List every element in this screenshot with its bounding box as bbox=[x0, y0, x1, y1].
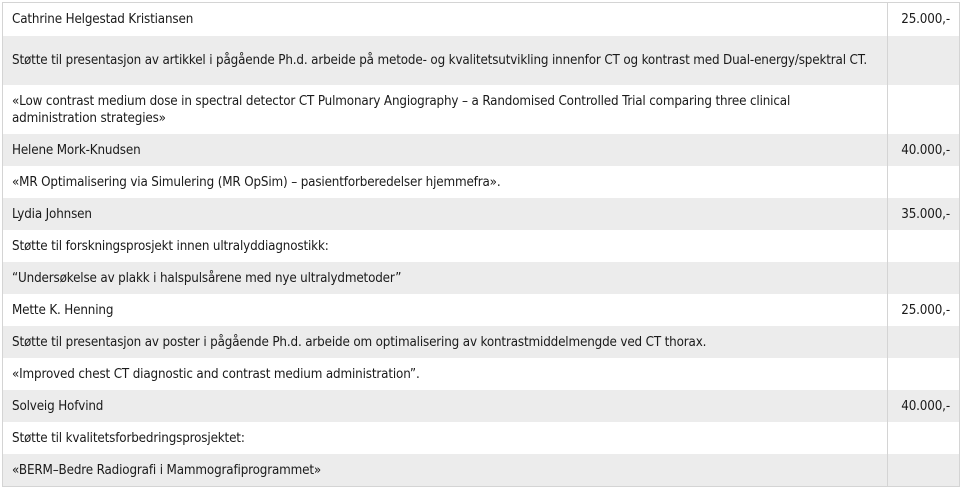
table-row bbox=[3, 85, 960, 134]
project-title: “Undersøkelse av plakk i halspulsårene med nye ultralydmetoder” bbox=[3, 262, 888, 294]
table-row bbox=[3, 3, 960, 37]
recipient-name: Lydia Johnsen bbox=[3, 198, 888, 230]
table-row bbox=[3, 358, 960, 390]
project-title: «MR Optimalisering via Simulering (MR OpSim) – pasientforberedelser hjemmefra». bbox=[3, 166, 888, 198]
grant-amount bbox=[888, 454, 960, 487]
grant-amount bbox=[888, 422, 960, 454]
grant-description: Støtte til presentasjon av artikkel i pågående Ph.d. arbeide på metode- og kvalitetsutvikling innenfor CT og kontrast med Dual-energy/spektral CT. bbox=[3, 36, 888, 85]
grant-amount bbox=[888, 262, 960, 294]
grant-amount: 35.000,- bbox=[901, 206, 950, 222]
grant-amount bbox=[888, 166, 960, 198]
table-row bbox=[3, 230, 960, 262]
table-row bbox=[3, 36, 960, 85]
grant-amount: 40.000,- bbox=[901, 398, 950, 414]
recipient-name: Solveig Hofvind bbox=[3, 390, 888, 422]
grant-description: Støtte til kvalitetsforbedringsprosjektet: bbox=[3, 422, 888, 454]
table-row bbox=[3, 134, 960, 166]
table-row bbox=[3, 262, 960, 294]
table-row bbox=[3, 326, 960, 358]
grant-amount: 40.000,- bbox=[901, 142, 950, 158]
table-row bbox=[3, 390, 960, 422]
project-title: «Improved chest CT diagnostic and contrast medium administration”. bbox=[3, 358, 888, 390]
grant-amount bbox=[888, 358, 960, 390]
grant-description: Støtte til presentasjon av poster i pågående Ph.d. arbeide om optimalisering av kontrastmiddelmengde ved CT thorax. bbox=[3, 326, 888, 358]
grant-amount: 25.000,- bbox=[901, 302, 950, 318]
grant-amount bbox=[888, 230, 960, 262]
grant-amount bbox=[888, 326, 960, 358]
table-row bbox=[3, 454, 960, 487]
grants-table bbox=[2, 2, 960, 487]
grant-amount bbox=[888, 85, 960, 134]
recipient-name: Helene Mork-Knudsen bbox=[3, 134, 888, 166]
table-row bbox=[3, 198, 960, 230]
grant-description: Støtte til forskningsprosjekt innen ultralyddiagnostikk: bbox=[3, 230, 888, 262]
table-row bbox=[3, 294, 960, 326]
grant-amount: 25.000,- bbox=[901, 12, 950, 27]
project-title: «Low contrast medium dose in spectral detector CT Pulmonary Angiography – a Randomised Controlled Trial comparing three clinical administration strategies» bbox=[3, 85, 888, 134]
project-title: «BERM–Bedre Radiografi i Mammografiprogrammet» bbox=[3, 454, 888, 487]
table-row bbox=[3, 166, 960, 198]
table-row bbox=[3, 422, 960, 454]
recipient-name: Mette K. Henning bbox=[3, 294, 888, 326]
grant-amount bbox=[888, 36, 960, 85]
recipient-name: Cathrine Helgestad Kristiansen bbox=[3, 3, 888, 37]
